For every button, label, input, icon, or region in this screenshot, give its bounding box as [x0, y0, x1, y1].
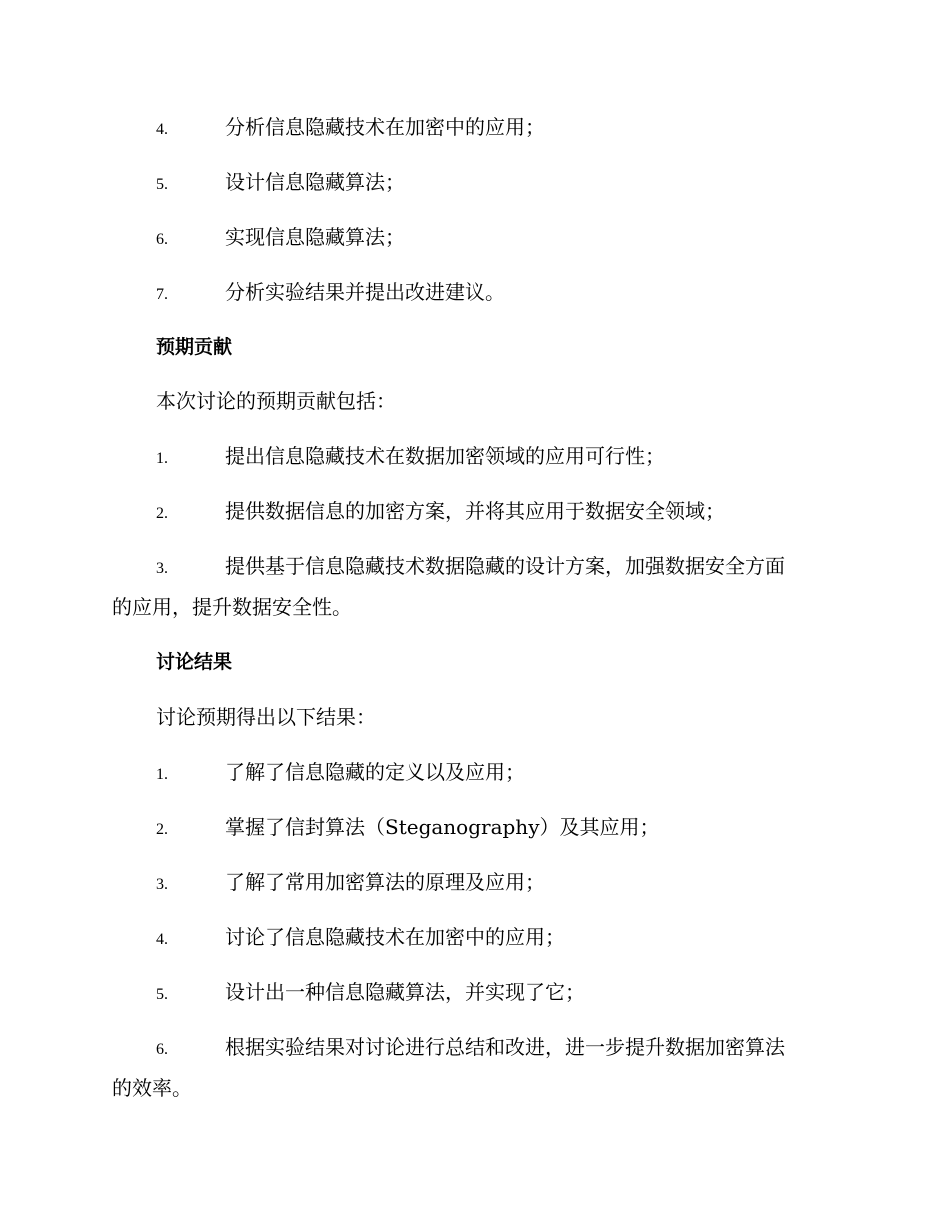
list-number: 7. — [156, 286, 168, 303]
list-text: 实现信息隐藏算法； — [225, 225, 405, 249]
list-item — [112, 496, 878, 529]
list-item — [112, 441, 878, 474]
list-number: 2. — [156, 821, 168, 838]
list-text: 掌握了信封算法（Steganography）及其应用； — [225, 815, 660, 839]
list-text: 分析实验结果并提出改进建议。 — [225, 280, 505, 304]
list-item — [112, 167, 878, 200]
list-item — [112, 551, 878, 584]
list-text: 根据实验结果对讨论进行总结和改进，进一步提升数据加密算法 — [225, 1035, 785, 1059]
section-heading-results: 讨论结果 — [156, 651, 233, 673]
list-number: 3. — [156, 560, 168, 577]
list-number: 6. — [156, 231, 168, 248]
list-item — [112, 867, 878, 900]
list-text: 提出信息隐藏技术在数据加密领域的应用可行性； — [225, 444, 665, 468]
list-number: 3. — [156, 876, 168, 893]
section-intro-contribution: 本次讨论的预期贡献包括： — [156, 389, 396, 413]
list-item — [112, 112, 878, 145]
list-number: 6. — [156, 1041, 168, 1058]
list-number: 2. — [156, 505, 168, 522]
list-text: 分析信息隐藏技术在加密中的应用； — [225, 115, 545, 139]
list-item — [112, 977, 878, 1010]
list-item — [112, 1032, 878, 1065]
list-number: 1. — [156, 450, 168, 467]
section-intro-results: 讨论预期得出以下结果： — [156, 705, 376, 729]
list-text: 讨论了信息隐藏技术在加密中的应用； — [225, 925, 565, 949]
list-item-continuation: 的效率。 — [112, 1076, 192, 1100]
list-item-continuation: 的应用，提升数据安全性。 — [112, 595, 352, 619]
list-text: 提供数据信息的加密方案，并将其应用于数据安全领域； — [225, 499, 725, 523]
list-item — [112, 922, 878, 955]
list-item — [112, 277, 878, 310]
list-number: 5. — [156, 986, 168, 1003]
list-text: 设计信息隐藏算法； — [225, 170, 405, 194]
list-item — [112, 757, 878, 790]
list-number: 1. — [156, 766, 168, 783]
list-text: 了解了信息隐藏的定义以及应用； — [225, 760, 525, 784]
section-heading-contribution: 预期贡献 — [156, 336, 233, 358]
list-number: 5. — [156, 176, 168, 193]
list-number: 4. — [156, 121, 168, 138]
list-item — [112, 812, 878, 845]
list-item — [112, 222, 878, 255]
list-text: 提供基于信息隐藏技术数据隐藏的设计方案，加强数据安全方面 — [225, 554, 785, 578]
list-text: 设计出一种信息隐藏算法，并实现了它； — [225, 980, 585, 1004]
list-text: 了解了常用加密算法的原理及应用； — [225, 870, 545, 894]
list-number: 4. — [156, 931, 168, 948]
